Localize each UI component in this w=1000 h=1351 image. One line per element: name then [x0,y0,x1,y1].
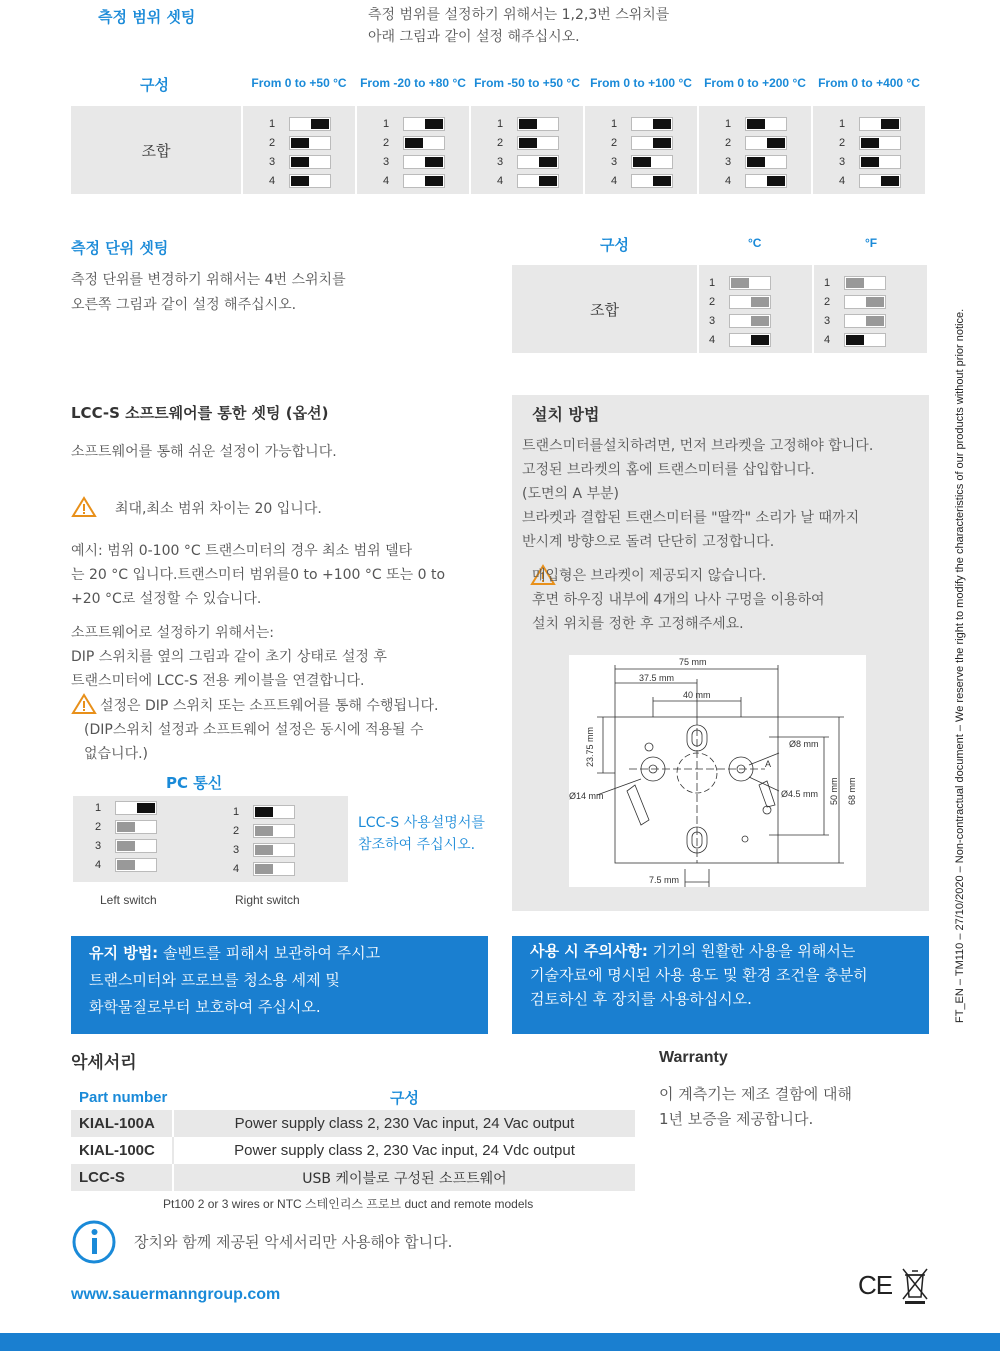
dip-switch-row [95,817,157,836]
acc-footnote: Pt100 2 or 3 wires or NTC 스테인리스 프로브 duct and remote models [163,1197,534,1211]
range-switch-3 [471,106,583,194]
switch-number: 4 [725,174,732,187]
warranty-l2: 1년 보증을 제공합니다. [659,1110,814,1128]
maintenance-t1: 솔벤트를 피해서 보관하여 주시고 [158,944,381,962]
switch-number: 4 [824,333,831,346]
dip-knob [861,157,879,167]
maintenance-t3: 화학물질로부터 보호하여 주십시오. [89,998,321,1016]
dip-switch-row [233,840,295,859]
range-config-label: 구성 [140,76,169,94]
warning-icon [71,496,97,522]
acc-header [71,1084,635,1110]
caution-t3: 검토하신 후 장치를 사용하십시오. [530,990,752,1008]
dip-knob [767,138,785,148]
setup-line2: DIP 스위치를 옆의 그림과 같이 초기 상태로 설정 후 [71,649,387,665]
range-setting-desc [368,4,669,48]
dip-knob [653,138,671,148]
dip-switch-row [383,133,469,152]
dim-75: 75 mm [679,657,707,667]
dip-knob [539,157,557,167]
switch-number: 2 [233,824,240,837]
switch-number: 4 [709,333,716,346]
dip-switch [729,333,771,347]
switch-number: 1 [824,276,831,289]
info-icon [71,1219,117,1269]
dip-switch-row [383,152,469,171]
dip-switch-row [383,171,469,190]
switch-number: 3 [233,843,240,856]
switch-number: 4 [497,174,504,187]
switch-number: 1 [709,276,716,289]
dim-68: 68 mm [847,777,857,805]
warning1-text: 최대,최소 범위 차이는 20 입니다. [115,501,322,517]
dip-switch [745,136,787,150]
unit-col-c: °C [748,236,762,250]
install-l4: 브라켓과 결합된 트랜스미터를 "딸깍" 소리가 날 때까지 [522,510,860,526]
dip-switch-row [497,133,583,152]
unit-col-f: °F [865,236,878,250]
dip-knob [866,297,884,307]
dip-knob [137,803,155,813]
manual-ref [358,812,485,856]
dip-knob [425,119,443,129]
range-col-6: From 0 to +400 °C [818,76,920,90]
maintenance-t2: 트랜스미터와 프로브를 청소용 세제 및 [89,971,340,989]
dip-switch-row [839,133,925,152]
range-setting-title: 측정 범위 셋팅 [98,8,196,26]
caution-t1: 기기의 원활한 사용을 위해서는 [647,942,856,960]
switch-number: 3 [497,155,504,168]
dip-switch [844,276,886,290]
caution-box [512,936,929,1034]
dip-switch-row [269,133,355,152]
switch-number: 4 [95,858,102,871]
switch-number: 3 [839,155,846,168]
dip-switch-row [233,859,295,878]
dip-knob [255,845,273,855]
dip-switch-row [95,798,157,817]
acc-part: LCC-S [71,1164,174,1191]
side-legal-text: FT_EN – TM110 – 27/10/2020 – Non-contractual document – We reserve the right to modify the characteristics of our products without prior notice. [954,308,966,1023]
install-w3: 설치 위치를 정한 후 고정해주세요. [532,616,744,632]
dip-switch [859,174,901,188]
warranty-l1: 이 계측기는 제조 결함에 대해 [659,1085,852,1103]
dim-40: 40 mm [683,690,711,700]
dip-switch-row [497,114,583,133]
dip-switch-row [839,171,925,190]
dip-switch-row [611,152,697,171]
switch-number: 2 [839,136,846,149]
dip-switch [631,174,673,188]
dip-switch-row [709,311,812,330]
dip-switch [289,155,331,169]
dip-switch-row [709,292,812,311]
dip-knob [291,176,309,186]
dip-knob [291,138,309,148]
dip-knob [881,119,899,129]
software-setup [71,621,387,693]
switch-number: 2 [497,136,504,149]
dip-switch [745,155,787,169]
pc-switch-panel [73,796,348,882]
dip-switch-row [233,802,295,821]
dip-knob [255,864,273,874]
example-line3: +20 °C로 설정할 수 있습니다. [71,591,262,607]
dip-switch [729,276,771,290]
switch-number: 1 [269,117,276,130]
unit-setting-title: 측정 단위 셋팅 [71,239,169,257]
dip-knob [117,822,135,832]
dip-switch-row [824,292,927,311]
unit-combo-label: 조합 [512,265,697,353]
dip-switch [403,136,445,150]
switch-number: 1 [725,117,732,130]
dip-switch [729,314,771,328]
dip-knob [425,176,443,186]
dip-switch-row [497,152,583,171]
accessories-table [71,1084,635,1191]
dip-switch-row [709,330,812,349]
dip-knob [539,176,557,186]
dip-switch-row [269,152,355,171]
footer-bar [0,1333,1000,1351]
unit-config-label: 구성 [600,236,629,254]
dip-switch-row [725,152,811,171]
switch-number: 2 [95,820,102,833]
label-a: A [765,759,772,769]
dip-switch-row [709,273,812,292]
dip-knob [747,119,765,129]
dip-knob [846,335,864,345]
switch-number: 1 [233,805,240,818]
software-example [71,539,445,611]
unit-desc-line1: 측정 단위를 변경하기 위해서는 4번 스위치를 [71,272,346,288]
maintenance-label: 유지 방법: [89,944,159,962]
dip-knob [405,138,423,148]
acc-desc: Power supply class 2, 230 Vac input, 24 Vac output [234,1115,575,1132]
range-col-1: From 0 to +50 °C [251,76,347,90]
left-switch-label: Left switch [100,893,157,907]
install-l1: 트랜스미터를설치하려면, 먼저 브라켓을 고정해야 합니다. [522,438,874,454]
manual-line1: LCC-S 사용설명서를 [358,815,485,831]
warranty-title: Warranty [659,1049,728,1066]
dip-switch [745,174,787,188]
pc-comm-title: PC 통신 [166,774,223,792]
dip-switch [289,117,331,131]
setup-line1: 소프트웨어로 설정하기 위해서는: [71,625,274,641]
dip-knob [861,138,879,148]
switch-number: 4 [269,174,276,187]
table-row [71,1137,635,1164]
dip-knob [255,826,273,836]
example-line2: 는 20 °C 입니다.트랜스미터 범위를0 to +100 °C 또는 0 to [71,567,446,583]
dip-switch-row [824,311,927,330]
install-l2: 고정된 브라켓의 홈에 트랜스미터를 삽입합니다. [522,462,815,478]
switch-number: 4 [233,862,240,875]
dip-switch-row [95,836,157,855]
range-table [71,106,927,194]
switch-number: 3 [95,839,102,852]
dip-knob [751,297,769,307]
dip-knob [767,176,785,186]
dip-switch [517,136,559,150]
switch-number: 3 [383,155,390,168]
unit-setting-desc [71,268,346,318]
dip-switch-row [611,133,697,152]
acc-info-text: 장치와 함께 제공된 악세서리만 사용해야 합니다. [134,1233,453,1251]
note-line2: 없습니다.) [84,746,149,762]
table-row [71,1110,635,1137]
switch-number: 1 [839,117,846,130]
dip-switch [631,117,673,131]
dip-switch [253,824,295,838]
range-switch-5 [699,106,811,194]
dip-knob [653,119,671,129]
install-warning [532,564,825,636]
dip-switch-row [725,171,811,190]
software-note [84,718,424,766]
dip-switch [289,174,331,188]
dip-switch [729,295,771,309]
dip-switch-row [824,273,927,292]
range-desc-line1: 측정 범위를 설정하기 위해서는 1,2,3번 스위치를 [368,7,670,23]
dip-switch [115,820,157,834]
accessories-title: 악세서리 [71,1053,137,1073]
install-w2: 후면 하우징 내부에 4개의 나사 구멍을 이용하여 [532,592,825,608]
install-l5: 반시계 방향으로 돌려 단단히 고정합니다. [522,534,775,550]
range-switch-6 [813,106,925,194]
acc-col-desc: 구성 [390,1088,419,1107]
switch-number: 3 [824,314,831,327]
range-col-2: From -20 to +80 °C [360,76,466,90]
dim-37-5: 37.5 mm [639,673,675,683]
setup-line3: 트랜스미터에 LCC-S 전용 케이블을 연결합니다. [71,673,365,689]
dip-switch [403,174,445,188]
dip-switch-row [725,114,811,133]
dip-switch-row [611,171,697,190]
dip-switch [115,801,157,815]
dip-switch-row [839,152,925,171]
dim-50: 50 mm [829,777,839,805]
dip-switch-row [611,114,697,133]
dip-knob [519,138,537,148]
ce-mark: CE [858,1270,893,1300]
switch-number: 2 [725,136,732,149]
range-switch-2 [357,106,469,194]
install-w1: 매입형은 브라켓이 제공되지 않습니다. [532,568,767,584]
switch-number: 4 [611,174,618,187]
dim-14: Ø14 mm [569,791,604,801]
dip-knob [747,157,765,167]
dip-knob [633,157,651,167]
dip-switch [115,839,157,853]
acc-desc: USB 케이블로 구성된 소프트웨어 [302,1170,507,1187]
range-switch-4 [585,106,697,194]
manual-line2: 참조하여 주십시오. [358,837,476,853]
dip-knob [425,157,443,167]
left-switch [95,798,157,874]
dip-switch [859,155,901,169]
range-desc-line2: 아래 그림과 같이 설정 해주십시오. [368,29,580,45]
warranty-text [659,1082,852,1132]
dip-switch [115,858,157,872]
caution-t2: 기술자료에 명시된 사용 용도 및 환경 조건을 충분히 [530,966,868,984]
right-switch [233,802,295,878]
dip-switch [844,333,886,347]
dim-23-75: 23.75 mm [585,726,595,767]
dip-switch [844,314,886,328]
acc-part: KIAL-100A [71,1110,174,1137]
dip-switch-row [383,114,469,133]
range-col-5: From 0 to +200 °C [704,76,806,90]
switch-number: 3 [269,155,276,168]
dip-switch [253,805,295,819]
example-line1: 예시: 범위 0-100 °C 트랜스미터의 경우 최소 범위 델타 [71,543,413,559]
switch-number: 2 [709,295,716,308]
acc-col-part: Part number [79,1088,168,1106]
unit-switch-c [699,265,812,353]
dip-switch-row [269,114,355,133]
switch-number: 2 [611,136,618,149]
unit-desc-line2: 오른쪽 그림과 같이 설정 해주십시오. [71,297,297,313]
dip-switch [859,136,901,150]
warning2-text: 설정은 DIP 스위치 또는 소프트웨어를 통해 수행됩니다. [100,698,439,714]
dip-switch-row [824,330,927,349]
dip-knob [846,278,864,288]
dip-knob [731,278,749,288]
dip-knob [653,176,671,186]
note-line1: (DIP스위치 설정과 소프트웨어 설정은 동시에 적용될 수 [84,722,424,738]
dip-knob [751,316,769,326]
warning-icon [71,693,97,719]
mounting-drawing [569,655,866,887]
unit-switch-f [814,265,927,353]
range-combo-label: 조합 [71,106,241,194]
switch-number: 3 [611,155,618,168]
dim-4-5: Ø4.5 mm [781,789,819,799]
dip-knob [751,335,769,345]
dip-switch-row [269,171,355,190]
weee-bin-icon [900,1265,930,1309]
switch-number: 2 [269,136,276,149]
software-line1: 소프트웨어를 통해 쉬운 설정이 가능합니다. [71,444,337,460]
dip-knob [519,119,537,129]
dip-switch [253,843,295,857]
dip-knob [866,316,884,326]
range-columns-header [242,76,927,90]
dip-knob [881,176,899,186]
dip-knob [117,841,135,851]
dip-switch-row [497,171,583,190]
dim-8: Ø8 mm [789,739,819,749]
dip-knob [311,119,329,129]
right-switch-label: Right switch [235,893,300,907]
dip-switch [289,136,331,150]
range-switch-1 [243,106,355,194]
switch-number: 2 [383,136,390,149]
switch-number: 2 [824,295,831,308]
switch-number: 4 [383,174,390,187]
switch-number: 1 [95,801,102,814]
software-title: LCC-S 소프트웨어를 통한 셋팅 (옵션) [71,404,329,422]
switch-number: 1 [497,117,504,130]
dip-switch-row [839,114,925,133]
dip-switch [517,174,559,188]
range-col-4: From 0 to +100 °C [590,76,692,90]
table-row [71,1164,635,1191]
dip-knob [117,860,135,870]
unit-table [512,265,927,353]
dip-switch [631,136,673,150]
switch-number: 3 [725,155,732,168]
acc-part: KIAL-100C [71,1137,174,1164]
website-link[interactable]: www.sauermanngroup.com [71,1286,281,1303]
dip-switch-row [725,133,811,152]
dip-knob [255,807,273,817]
switch-number: 4 [839,174,846,187]
dip-switch-row [95,855,157,874]
switch-number: 3 [709,314,716,327]
dip-switch [403,117,445,131]
dip-switch [403,155,445,169]
maintenance-box [71,936,488,1034]
dip-switch [859,117,901,131]
install-title: 설치 방법 [532,405,600,424]
dip-switch [745,117,787,131]
range-col-3: From -50 to +50 °C [474,76,580,90]
install-l3: (도면의 A 부분) [522,486,620,502]
acc-desc: Power supply class 2, 230 Vac input, 24 Vdc output [234,1142,575,1159]
install-text [522,434,873,554]
dip-switch [844,295,886,309]
switch-number: 1 [611,117,618,130]
dim-7-5: 7.5 mm [649,875,680,885]
switch-number: 1 [383,117,390,130]
caution-label: 사용 시 주의사항: [530,942,648,960]
dip-knob [291,157,309,167]
dip-switch [517,155,559,169]
dip-switch-row [233,821,295,840]
dip-switch [631,155,673,169]
dip-switch [517,117,559,131]
dip-switch [253,862,295,876]
